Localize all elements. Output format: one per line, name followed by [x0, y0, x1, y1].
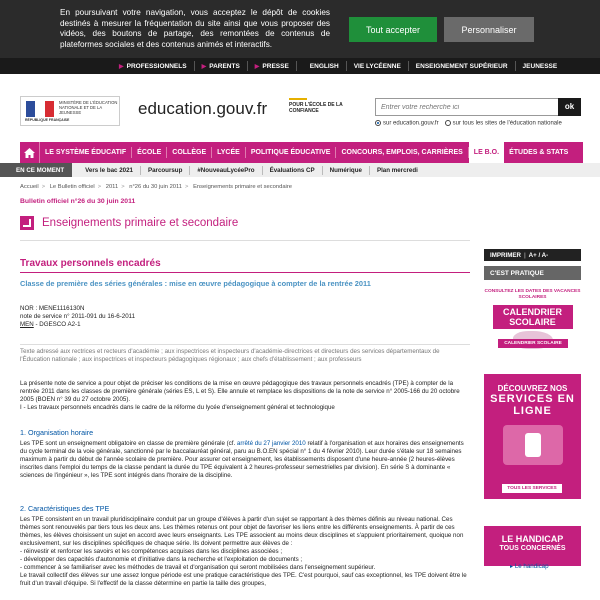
calendar-teaser: CONSULTEZ LES DATES DES VACANCES SCOLAIRES — [484, 289, 581, 300]
slogan-logo — [289, 98, 359, 124]
addressees: Texte adressé aux rectrices et recteurs d'académie ; aux inspectrices et inspecteurs d'académie-directrices et directeurs des services départementaux de l'Éducation nationale ; aux inspectrices et inspecteurs pédagogiques régionaux ; aux chefs d'établissement ; aux professeurs — [20, 344, 470, 364]
subnav-numerique[interactable]: Numérique — [323, 166, 370, 175]
all-services-button[interactable]: TOUS LES SERVICES — [502, 484, 562, 493]
main-nav — [20, 142, 583, 163]
breadcrumb: Accueil > Le Bulletin officiel > 2011 > n°26 du 30 juin 2011 > Enseignements primaire et secondaire — [20, 184, 292, 190]
topbar-label: PARENTS — [209, 62, 240, 70]
intro-heading: I - Les travaux personnels encadrés dans le cadre de la réforme du lycée d'enseignement général et technologique — [20, 404, 335, 411]
breadcrumb-item[interactable]: Le Bulletin officiel — [49, 184, 95, 190]
nav-college[interactable]: COLLÈGE — [167, 147, 212, 158]
topbar-link-pros[interactable] — [112, 61, 195, 71]
subnav-evaluations-cp[interactable]: Évaluations CP — [263, 166, 323, 175]
intro-text: La présente note de service a pour objet de préciser les conditions de la mise en œuvre pédagogique des travaux personnels encadrés (TPE) à compter de la rentrée 2011 dans les classes de première générale (séries ES, L et S). Elle annule et remplace les dispositions de la note de service n° 2005-166 du 20 octobre 2005 (BOEN n° 39 du 27 octobre 2005). — [20, 380, 460, 403]
radio-all-sites[interactable] — [445, 120, 562, 127]
marianne-flag-icon — [26, 101, 54, 117]
handicap-title: LE HANDICAP — [501, 534, 564, 544]
article-title: Travaux personnels encadrés — [20, 258, 161, 269]
divider — [20, 272, 470, 273]
rf-label: RÉPUBLIQUE FRANÇAISE — [25, 118, 70, 122]
ministry-name: MINISTÈRE DE L'ÉDUCATION NATIONALE ET DE LA JEUNESSE — [59, 100, 118, 115]
topbar-link-vie-lyceenne[interactable]: VIE LYCÉENNE — [347, 61, 409, 71]
subnav-parcoursup[interactable]: Parcoursup — [141, 166, 190, 175]
text: - développer des capacités d'autonomie et d'initiative dans la recherche et l'exploitation de documents ; — [20, 556, 303, 563]
calendar-button[interactable]: CALENDRIER SCOLAIRE — [498, 339, 568, 348]
arrow-icon: ▶ — [119, 63, 124, 70]
nav-concours[interactable]: CONCOURS, EMPLOIS, CARRIÈRES — [336, 147, 468, 158]
search-ok-button[interactable]: ok — [558, 98, 581, 116]
handicap-subtitle: TOUS CONCERNÉS — [499, 545, 566, 552]
arrow-icon: ▶ — [254, 63, 260, 70]
heading-caracteristiques: 2. Caractéristiques des TPE — [20, 504, 110, 513]
radio-label: sur education.gouv.fr — [383, 120, 439, 127]
search-scope — [375, 120, 562, 127]
heading-organisation: 1. Organisation horaire — [20, 428, 94, 437]
topbar-label: PRESSE — [262, 62, 289, 70]
men-rest: - DGESCO A2-1 — [33, 321, 81, 328]
search-box — [375, 98, 565, 116]
top-bar — [0, 58, 600, 74]
calendar-promo[interactable] — [484, 285, 581, 355]
article-intro — [20, 380, 470, 412]
cookie-text: En poursuivant votre navigation, vous acceptez le dépôt de cookies destinés à mesurer la fréquentation du site ainsi que vous proposer des vidéos, des boutons de partage, des remontées de contenus de plateformes sociales et des contenus animés et interactifs. — [60, 8, 330, 49]
site-name[interactable]: education.gouv.fr — [138, 99, 268, 118]
breadcrumb-item[interactable]: n°26 du 30 juin 2011 — [129, 184, 183, 190]
handicap-link-label: Le handicap — [514, 563, 549, 570]
nav-ecole[interactable]: ÉCOLE — [132, 147, 167, 158]
radio-label: sur tous les sites de l'éducation nationale — [452, 120, 562, 127]
subnav-bac-2021[interactable]: Vers le bac 2021 — [78, 166, 141, 175]
subnav-plan-mercredi[interactable]: Plan mercredi — [376, 166, 418, 174]
topbar-link-presse[interactable] — [248, 61, 297, 71]
nav-bo[interactable]: LE B.O. — [469, 142, 504, 163]
breadcrumb-item: Enseignements primaire et secondaire — [193, 184, 292, 190]
en-ce-moment-label: EN CE MOMENT — [0, 163, 72, 177]
article-references — [20, 305, 135, 329]
men-abbr: MEN — [20, 321, 34, 328]
arrow-icon: ▶ — [201, 63, 207, 70]
section-header — [20, 216, 238, 230]
ministry-logo[interactable] — [20, 96, 120, 126]
article-subtitle: Classe de première des séries générales : mise en œuvre pédagogique à compter de la rentrée 2011 — [20, 279, 371, 288]
text: Les TPE consistent en un travail pluridisciplinaire conduit par un groupe d'élèves à partir d'un sujet se rapportant à des thèmes définis au niveau national. Ces thèmes sont renouvelés par tiers tous les deux ans. Les thèmes retenus ont pour objet de favoriser les liens entre les différents enseignements. À partir de ces thèmes, les élèves choisissent un sujet en accord avec leurs enseignants. Les TPE associent au moins deux disciplines et s'appuient prioritairement, quoique non exclusivement, sur les disciplines spécifiques de chaque série. Ils doivent permettre aux élèves de : — [20, 516, 464, 547]
text: relatif à l'organisation et aux horaires des enseignements du cycle terminal de la voie générale, sanctionné par le baccalauréat général, paru au B.O.EN spécial n° 1 du 4 février 2010). Leur durée s'étale sur 18 semaines maximum à partir du début de l'année scolaire de première. Pour assurer cet enseignement, les établissements disposent d'une heure-année (2 heures-élèves inscrites dans l'emploi du temps de la classe pendant la durée du TPE équivalent à 2 heures-professeur semestrielles par division). En série S à dominante « sciences de l'ingénieur », les TPE sont intégrés dans l'horaire de la discipline. — [20, 440, 464, 479]
handicap-promo[interactable] — [484, 526, 581, 566]
slogan-text: POUR L'ÉCOLE DE LA CONFIANCE — [289, 102, 343, 114]
topbar-link-jeunesse[interactable]: JEUNESSE — [522, 62, 558, 70]
breadcrumb-item[interactable]: 2011 — [105, 184, 119, 190]
font-size-button[interactable]: A+ / A- — [528, 251, 549, 259]
cest-pratique-header: C'EST PRATIQUE — [484, 266, 581, 280]
paragraph-caracteristiques — [20, 516, 470, 588]
nor-ref: NOR : MENE1116130N — [20, 305, 85, 312]
text: - réinvestir et renforcer les savoirs et les compétences acquises dans les disciplines associées ; — [20, 548, 283, 555]
section-title: Enseignements primaire et secondaire — [42, 217, 239, 229]
home-icon[interactable] — [20, 142, 40, 163]
page-tools: IMPRIMER | A+ / A- — [484, 249, 581, 261]
online-services-promo[interactable] — [484, 374, 581, 499]
radio-icon — [445, 120, 451, 126]
text: Le travail collectif des élèves sur une assez longue période est une pratique caractéristique des TPE. C'est pourquoi, sauf cas exceptionnel, les TPE doivent être le fruit d'un travail d'équipe. Si l'effectif de la classe détermine en partie la taille des groupes, — [20, 572, 467, 587]
print-button[interactable]: IMPRIMER — [490, 251, 521, 259]
subnav-nouveau-lycee-pro[interactable]: #NouveauLycéePro — [190, 166, 262, 175]
note-ref: note de service n° 2011-091 du 16-6-2011 — [20, 313, 136, 320]
breadcrumb-item[interactable]: Accueil — [20, 184, 39, 190]
handicap-link[interactable] — [510, 563, 549, 570]
arrete-link[interactable]: arrêté du 27 janvier 2010 — [236, 440, 306, 447]
nav-systeme-educatif[interactable]: LE SYSTÈME ÉDUCATIF — [40, 147, 132, 158]
topbar-label: PROFESSIONNELS — [126, 62, 187, 70]
bo-issue-title: Bulletin officiel n°26 du 30 juin 2011 — [20, 198, 136, 205]
text: Les TPE sont un enseignement obligatoire en classe de première générale (cf. — [20, 440, 237, 447]
section-arrow-icon — [20, 216, 34, 230]
customize-button[interactable]: Personnaliser — [444, 17, 534, 42]
nav-etudes-stats[interactable]: ÉTUDES & STATS — [509, 149, 569, 156]
arrow-icon: ▸ — [510, 563, 515, 570]
phone-illustration-icon — [503, 425, 563, 465]
sub-nav — [0, 163, 600, 177]
accept-all-button[interactable]: Tout accepter — [349, 17, 437, 42]
paragraph-organisation — [20, 440, 470, 480]
topbar-link-parents[interactable] — [195, 61, 248, 71]
topbar-link-english[interactable]: ENGLISH — [303, 61, 347, 71]
calendar-title: CALENDRIER SCOLAIRE — [493, 305, 573, 329]
text: - commencer à se familiariser avec les méthodes de travail et d'organisation qui seront mobilisées dans l'enseignement supérieur. — [20, 564, 376, 571]
cookie-banner — [0, 0, 600, 58]
radio-icon — [375, 120, 381, 126]
topbar-link-enseignement-sup[interactable]: ENSEIGNEMENT SUPÉRIEUR — [409, 61, 516, 71]
services-teaser: DÉCOUVREZ NOS — [497, 384, 568, 393]
search-input[interactable] — [376, 99, 546, 115]
services-title: SERVICES EN LIGNE — [490, 393, 575, 417]
divider — [20, 240, 470, 241]
nav-politique-educative[interactable]: POLITIQUE ÉDUCATIVE — [246, 147, 337, 158]
radio-site[interactable] — [375, 120, 439, 127]
nav-lycee[interactable]: LYCÉE — [212, 147, 246, 158]
